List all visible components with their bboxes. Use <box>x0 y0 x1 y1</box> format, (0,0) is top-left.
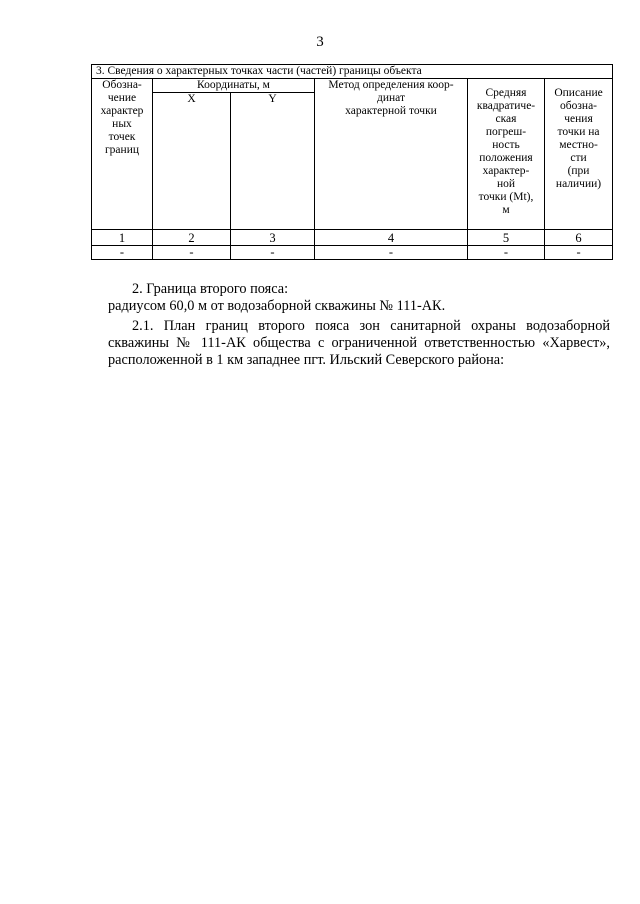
table-title: 3. Сведения о характерных точках части (частей) границы объекта <box>92 65 613 79</box>
table-row <box>92 246 613 260</box>
header-error: Средняя квадратиче- ская погреш- ность положения характер- ной точки (Mt), м <box>468 79 545 230</box>
header-designation: Обозна- чение характер ных точек границ <box>92 79 153 230</box>
column-number: 6 <box>545 230 613 246</box>
column-number: 5 <box>468 230 545 246</box>
header-coordinates: Координаты, м <box>153 79 315 93</box>
column-number: 4 <box>315 230 468 246</box>
column-number: 3 <box>231 230 315 246</box>
header-x: X <box>153 93 231 230</box>
header-y: Y <box>231 93 315 230</box>
column-number: 1 <box>92 230 153 246</box>
table-cell: - <box>231 246 315 260</box>
paragraph-plan-description: 2.1. План границ второго пояса зон санитарной охраны водозаборной скважины № 111-АК общества с ограниченной ответственностью «Харвест», расположенной в 1 км западнее пгт. Ильский Северского района: <box>108 318 610 368</box>
table-cell: - <box>153 246 231 260</box>
paragraph-second-zone-heading: 2. Граница второго пояса: <box>132 281 289 297</box>
table-cell: - <box>92 246 153 260</box>
header-method: Метод определения коор- динат характерной точки <box>315 79 468 230</box>
page-number: 3 <box>316 34 324 50</box>
characteristic-points-table <box>91 64 613 260</box>
paragraph-radius: радиусом 60,0 м от водозаборной скважины № 111-АК. <box>108 298 446 314</box>
table-cell: - <box>545 246 613 260</box>
table-cell: - <box>468 246 545 260</box>
header-description: Описание обозна- чения точки на местно- сти (при наличии) <box>545 79 613 230</box>
table-cell: - <box>315 246 468 260</box>
column-number: 2 <box>153 230 231 246</box>
